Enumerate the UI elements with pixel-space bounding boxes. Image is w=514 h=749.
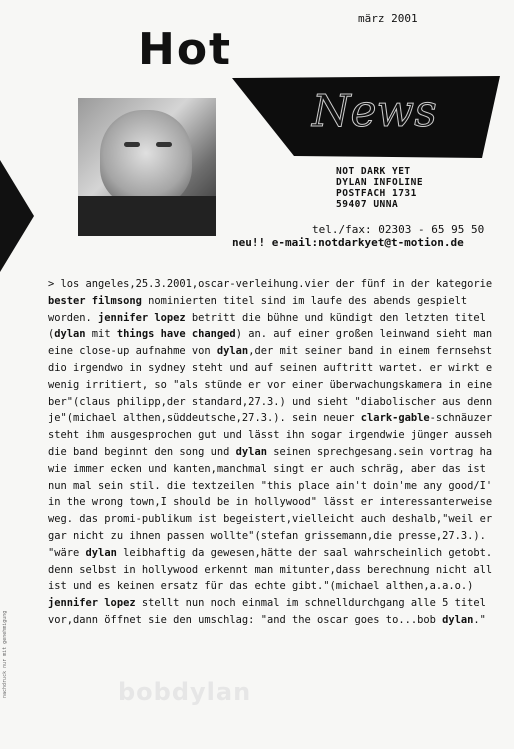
- address-line-4: 59407 UNNA: [336, 199, 399, 210]
- article-line: > los angeles,25.3.2001,oscar-verleihung.vier der fünf in der kategorie: [48, 278, 493, 290]
- issue-date: märz 2001: [358, 12, 418, 25]
- title-hot: Hot: [138, 24, 233, 75]
- email-address[interactable]: neu!! e-mail:notdarkyet@t-motion.de: [232, 236, 464, 249]
- article-line: ist und es keinen ersatz für das echte gibt."(michael althen,a.a.o.): [48, 580, 474, 593]
- footer-watermark-logo: bobdylan: [118, 678, 252, 706]
- article-line: die band beginnt den song und dylan seinen sprechgesang.sein vortrag ha: [48, 445, 493, 458]
- article-line: (dylan mit things have changed) an. auf einer großen leinwand sieht man: [48, 328, 493, 341]
- photo-eye-left: [124, 142, 140, 147]
- dylan-photo: [78, 98, 216, 236]
- title-news: News: [312, 86, 437, 137]
- article-line: in the wrong town,I should be in hollywood" lässt er interessanterweise: [48, 496, 493, 509]
- address-line-3: POSTFACH 1731: [336, 188, 417, 199]
- address-line-2: DYLAN INFOLINE: [336, 177, 424, 188]
- article-line: eine close-up aufnahme von dylan,der mit seiner band in einem fernsehst: [48, 345, 493, 358]
- article-line: je"(michael althen,süddeutsche,27.3.). sein neuer clark-gable-schnäuzer: [48, 412, 493, 425]
- address-line-1: NOT DARK YET: [336, 166, 411, 177]
- address-block: [336, 166, 423, 210]
- left-arrow-shape: [0, 160, 34, 272]
- article-line: vor,dann öffnet sie den umschlag: "and the oscar goes to...bob dylan.": [48, 613, 486, 626]
- article-line: dio irgendwo in sydney steht und auf seinen auftritt wartet. er wirkt e: [48, 361, 493, 374]
- article-line: "wäre dylan leibhaftig da gewesen,hätte der saal wahrscheinlich getobt.: [48, 546, 493, 559]
- article-line: ber"(claus philipp,der standard,27.3.) und sieht "diabolischer aus denn: [48, 395, 493, 408]
- article-line: wie immer ecken und kanten,manchmal singt er auch schräg, aber das ist: [48, 462, 486, 475]
- article-line: jennifer lopez stellt nun noch einmal im schnelldurchgang alle 5 titel: [48, 597, 486, 610]
- photo-coat: [78, 196, 216, 236]
- article-body: [48, 276, 500, 629]
- photo-face: [100, 110, 192, 206]
- article-line: weg. das promi-publikum ist begeistert,vielleicht auch deshalb,"weil er: [48, 513, 493, 526]
- article-line: wenig irritiert, so "als stünde er vor einer überwachungskamera in eine: [48, 378, 493, 391]
- side-margin-text: nachdruck nur mit genehmigung: [2, 610, 8, 698]
- telephone: tel./fax: 02303 - 65 95 50: [312, 223, 485, 236]
- article-line: steht ihm ausgesprochen gut und lässt ihn sogar irgendwie jünger ausseh: [48, 429, 493, 442]
- article-line: gar nicht zu ihnen passen wollte"(stefan grissemann,die presse,27.3.).: [48, 529, 486, 542]
- article-line: bester filmsong nominierten titel sind im laufe des abends gespielt: [48, 294, 468, 307]
- article-line: nun mal sein stil. die textzeilen "this place ain't doin'me any good/I': [48, 479, 493, 492]
- photo-eye-right: [156, 142, 172, 147]
- article-line: worden. jennifer lopez betritt die bühne und kündigt den letzten titel: [48, 311, 486, 324]
- article-line: denn selbst in hollywood erkennt man mitunter,dass berechnung nicht all: [48, 563, 493, 576]
